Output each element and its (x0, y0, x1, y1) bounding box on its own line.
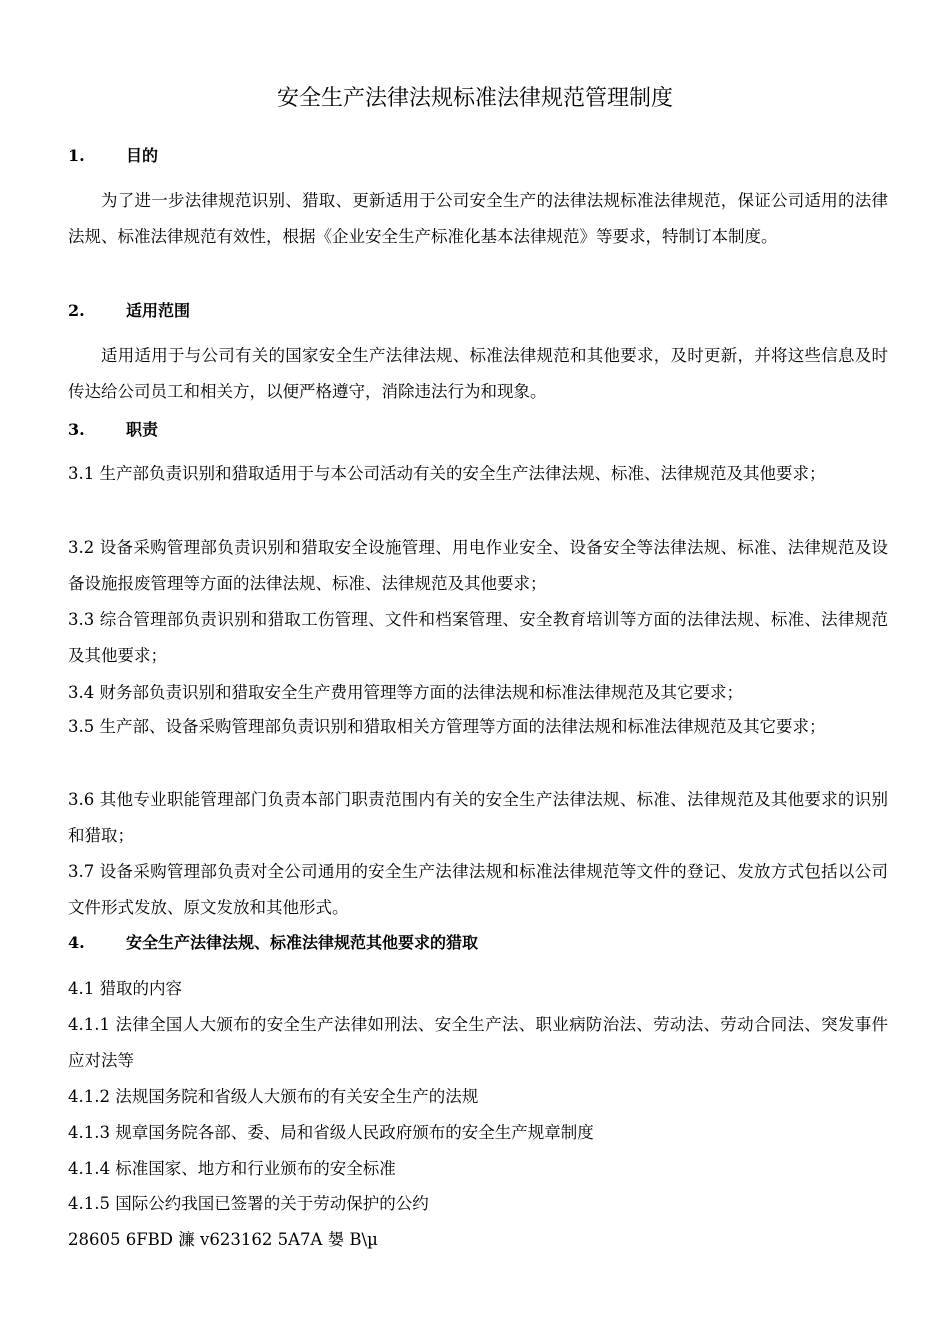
section-title: 职责 (126, 420, 159, 439)
footer-code: 28605 6FBD 濂 v623162 5A7A 嫢 B\µ (68, 1230, 378, 1249)
content-item-4-1-3: 4.1.3 规章国务院各部、委、局和省级人民政府颁布的安全生产规章制度 (68, 1123, 594, 1142)
duty-item-3-6: 3.6 其他专业职能管理部门负责本部门职责范围内有关的安全生产法律法规、标准、法律规范及其他要求的识别和猎取； (68, 790, 888, 845)
section1-paragraph: 为了进一步法律规范识别、猎取、更新适用于公司安全生产的法律法规标准法律规范，保证公司适用的法律法规、标准法律规范有效性，根据《企业安全生产标准化基本法律规范》等要求，特制订本制度。 (68, 191, 888, 246)
section-title: 适用范围 (126, 301, 191, 320)
section-heading-4 (68, 931, 888, 955)
duty-item-3-1: 3.1 生产部负责识别和猎取适用于与本公司活动有关的安全生产法律法规、标准、法律规范及其他要求； (68, 464, 826, 483)
section-title: 目的 (126, 146, 159, 165)
document-title: 安全生产法律法规标准法律规范管理制度 (276, 86, 673, 111)
section-number: 4. (68, 933, 85, 952)
content-item-4-1-2: 4.1.2 法规国务院和省级人大颁布的有关安全生产的法规 (68, 1087, 479, 1106)
content-item-4-1-5: 4.1.5 国际公约我国已签署的关于劳动保护的公约 (68, 1194, 429, 1213)
section-number: 2. (68, 301, 85, 320)
section2-paragraph: 适用适用于与公司有关的国家安全生产法律法规、标准法律规范和其他要求，及时更新，并将这些信息及时传达给公司员工和相关方，以便严格遵守，消除违法行为和现象。 (68, 346, 888, 401)
section-heading-1 (68, 144, 888, 168)
section-heading-2 (68, 299, 888, 323)
content-item-4-1-4: 4.1.4 标准国家、地方和行业颁布的安全标准 (68, 1159, 396, 1178)
section-number: 3. (68, 420, 85, 439)
section-heading-3 (68, 418, 888, 442)
duty-item-3-2: 3.2 设备采购管理部负责识别和猎取安全设施管理、用电作业安全、设备安全等法律法规、标准、法律规范及设备设施报废管理等方面的法律法规、标准、法律规范及其他要求； (68, 538, 888, 593)
section-number: 1. (68, 146, 85, 165)
duty-item-3-3: 3.3 综合管理部负责识别和猎取工伤管理、文件和档案管理、安全教育培训等方面的法律法规、标准、法律规范及其他要求； (68, 610, 888, 665)
duty-item-3-7: 3.7 设备采购管理部负责对全公司通用的安全生产法律法规和标准法律规范等文件的登记、发放方式包括以公司文件形式发放、原文发放和其他形式。 (68, 862, 888, 917)
duty-item-3-4: 3.4 财务部负责识别和猎取安全生产费用管理等方面的法律法规和标准法律规范及其它要求； (68, 683, 743, 702)
content-item-4-1-1: 4.1.1 法律全国人大颁布的安全生产法律如刑法、安全生产法、职业病防治法、劳动法、劳动合同法、突发事件应对法等 (68, 1015, 888, 1070)
section-title: 安全生产法律法规、标准法律规范其他要求的猎取 (126, 933, 479, 952)
content-item-4-1: 4.1 猎取的内容 (68, 979, 182, 998)
duty-item-3-5: 3.5 生产部、设备采购管理部负责识别和猎取相关方管理等方面的法律法规和标准法律规范及其它要求； (68, 717, 826, 736)
